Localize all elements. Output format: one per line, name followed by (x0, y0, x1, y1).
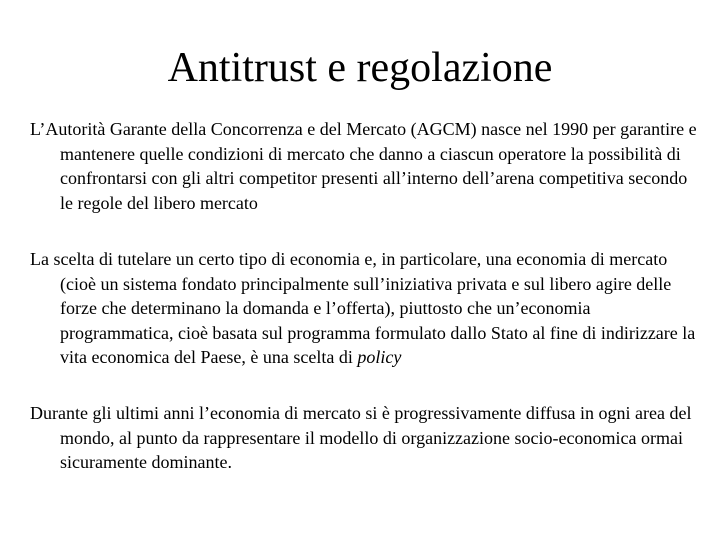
policy-emphasis: policy (357, 347, 402, 367)
paragraph-agcm: L’Autorità Garante della Concorrenza e del Mercato (AGCM) nasce nel 1990 per garantire e mantenere quelle condizioni di mercato che danno a ciascun operatore la possibilità di confrontarsi con gli altri competitor presenti all’interno dell’arena competitiva secondo le regole del libero mercato (30, 119, 697, 213)
slide-title: Antitrust e regolazione (167, 45, 553, 91)
paragraph-policy-choice (30, 247, 700, 370)
paragraph-policy-text: La scelta di tutelare un certo tipo di economia e, in particolare, una economia di mercato (cioè un sistema fondato principalmente sull’iniziativa privata e sul libero agire delle forze che determinano la domanda e l’offerta), piuttosto che un’economia programmatica, cioè basata sul programma formulato dallo Stato al fine di indirizzare la vita economica del Paese, è una scelta di (30, 249, 696, 367)
paragraph-market-economy: Durante gli ultimi anni l’economia di mercato si è progressivamente diffusa in ogni area del mondo, al punto da rappresentare il modello di organizzazione socio-economica ormai sicuramente dominante. (30, 403, 692, 472)
